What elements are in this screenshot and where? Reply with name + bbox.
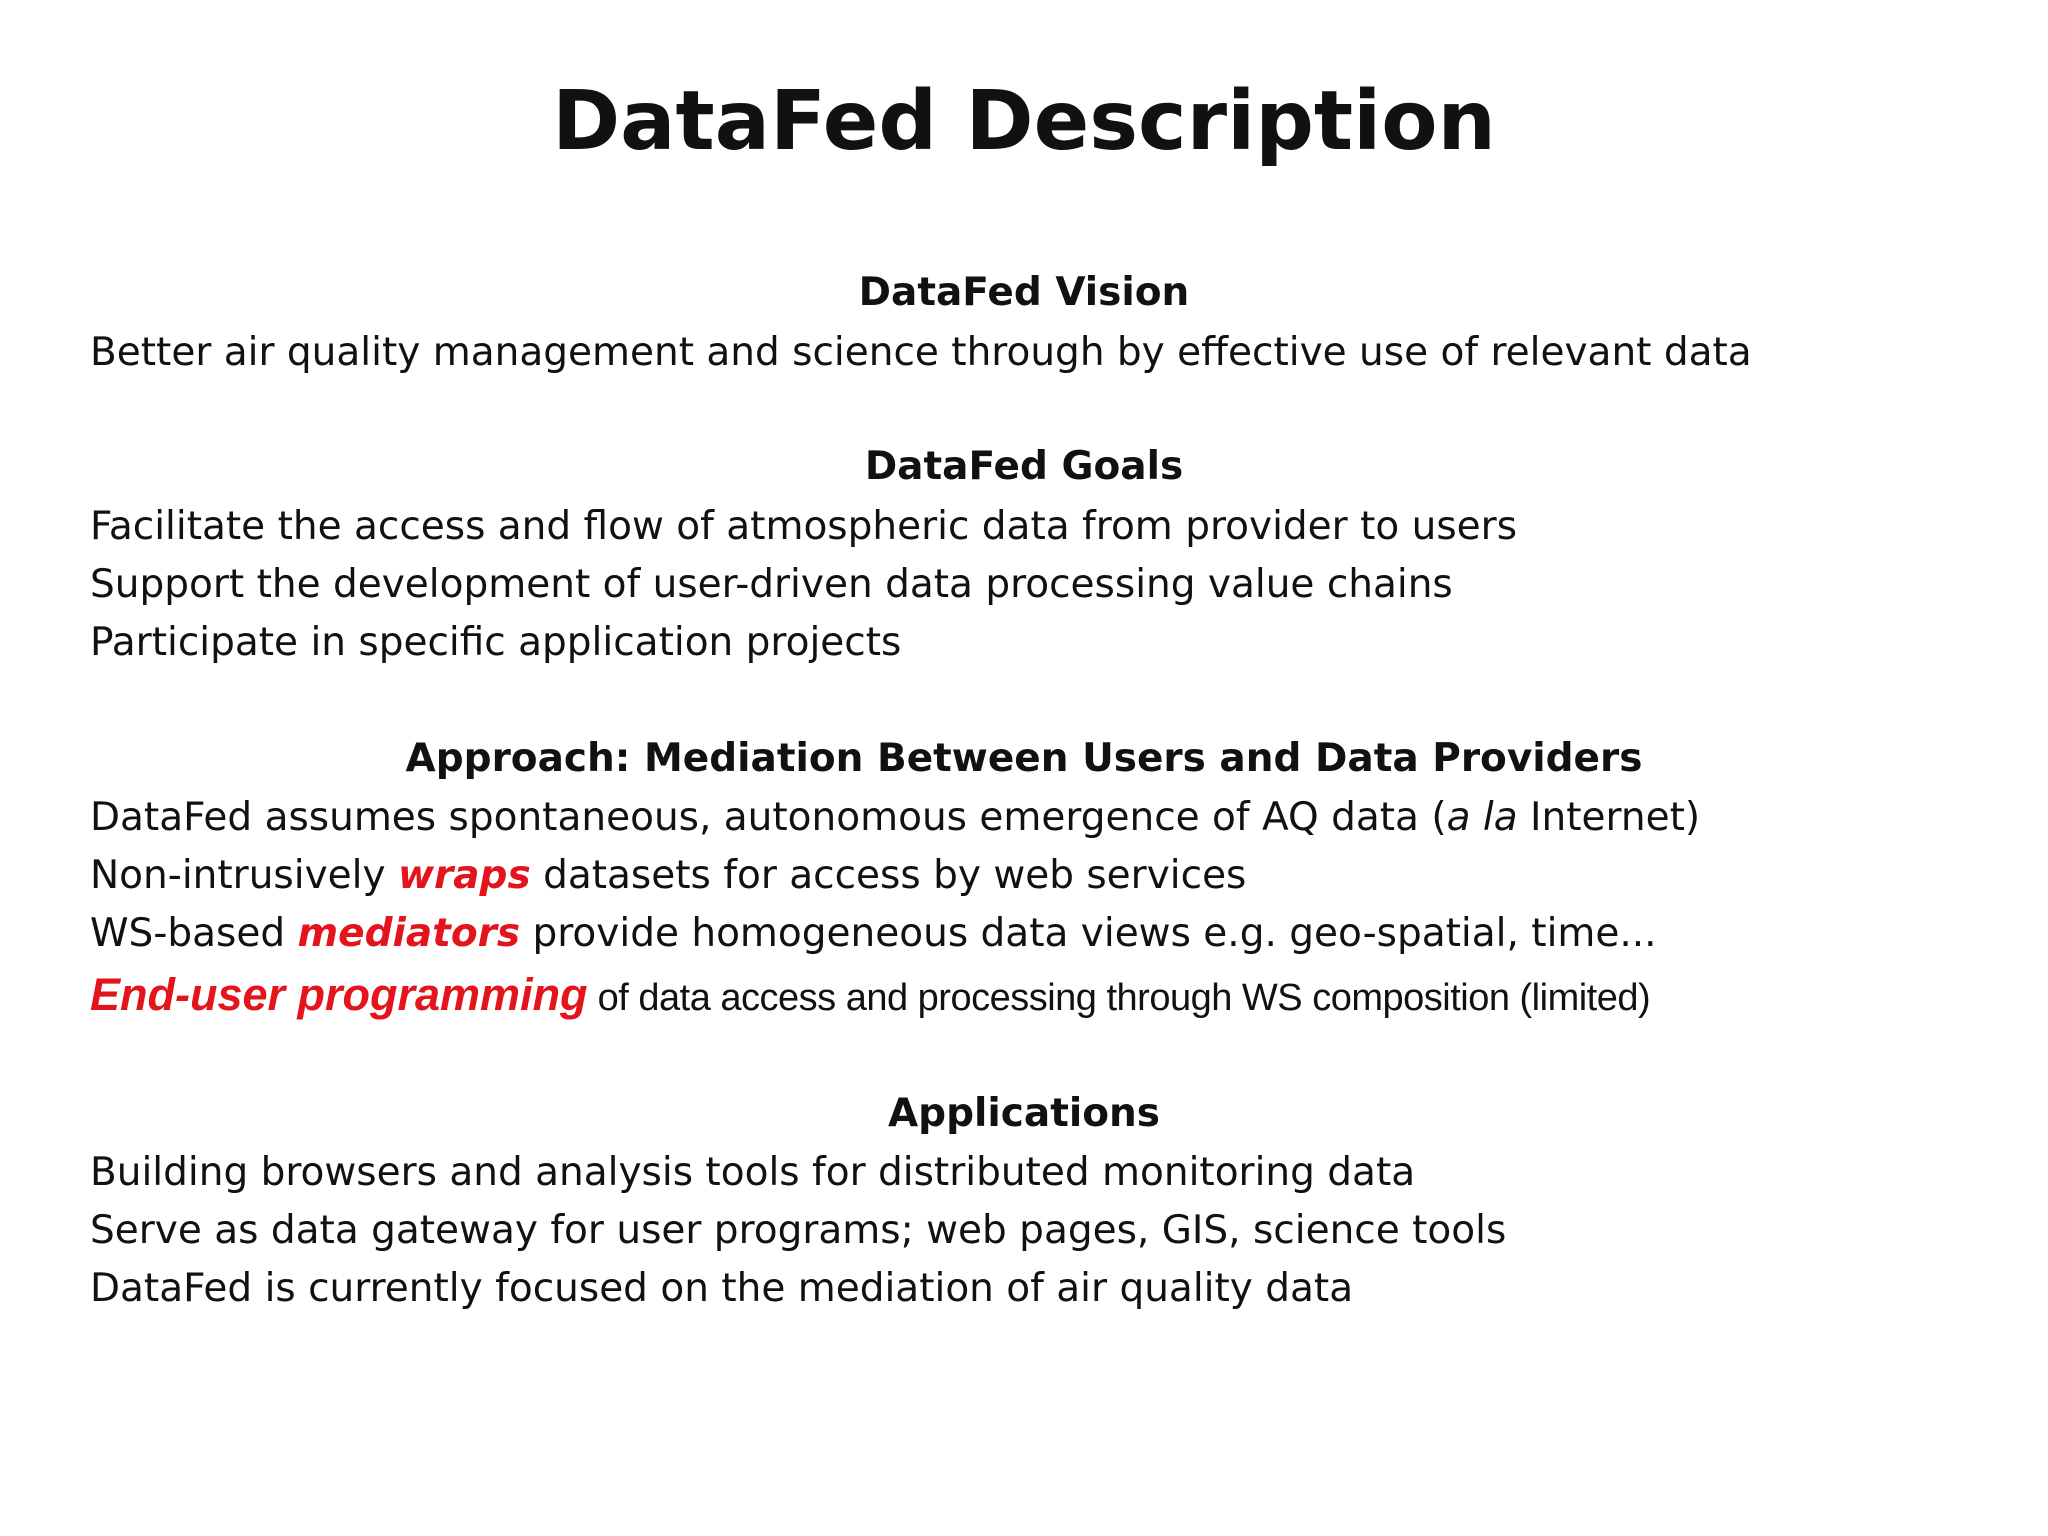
approach-line-1-italic: a la xyxy=(1446,795,1518,840)
approach-heading: Approach: Mediation Between Users and Data Providers xyxy=(405,736,1643,781)
goals-line-1: Facilitate the access and flow of atmospheric data from provider to users xyxy=(90,504,1518,549)
approach-line-3-end: provide homogeneous data views e.g. geo-spatial, time... xyxy=(520,911,1657,956)
slide-title: DataFed Description xyxy=(552,74,1496,169)
approach-line-2-text: Non-intrusively xyxy=(90,853,398,898)
goals-heading: DataFed Goals xyxy=(864,444,1184,489)
goals-line-3: Participate in specific application projects xyxy=(90,620,902,665)
approach-line-1-text: DataFed assumes spontaneous, autonomous emergence of AQ data ( xyxy=(90,795,1447,840)
approach-line-4-end: of data access and processing through WS composition (limited) xyxy=(587,977,1651,1019)
vision-heading: DataFed Vision xyxy=(858,270,1190,315)
applications-line-1: Building browsers and analysis tools for distributed monitoring data xyxy=(90,1150,1416,1195)
approach-line-2 xyxy=(90,851,1246,901)
applications-line-3: DataFed is currently focused on the mediation of air quality data xyxy=(90,1266,1354,1311)
applications-line-2: Serve as data gateway for user programs; web pages, GIS, science tools xyxy=(90,1208,1507,1253)
approach-line-1-end: Internet) xyxy=(1517,795,1701,840)
vision-line-1: Better air quality management and science through by effective use of relevant data xyxy=(90,330,1752,375)
applications-heading: Applications xyxy=(888,1091,1160,1136)
mediators-emphasis: mediators xyxy=(297,911,521,956)
goals-line-2: Support the development of user-driven data processing value chains xyxy=(90,562,1453,607)
approach-line-3 xyxy=(90,909,1657,959)
approach-line-3-text: WS-based xyxy=(90,911,298,956)
end-user-programming-emphasis: End-user programming xyxy=(90,969,588,1020)
approach-line-1 xyxy=(90,793,1700,843)
wraps-emphasis: wraps xyxy=(397,853,531,898)
approach-line-2-end: datasets for access by web services xyxy=(530,853,1247,898)
approach-line-4 xyxy=(90,970,1650,1023)
